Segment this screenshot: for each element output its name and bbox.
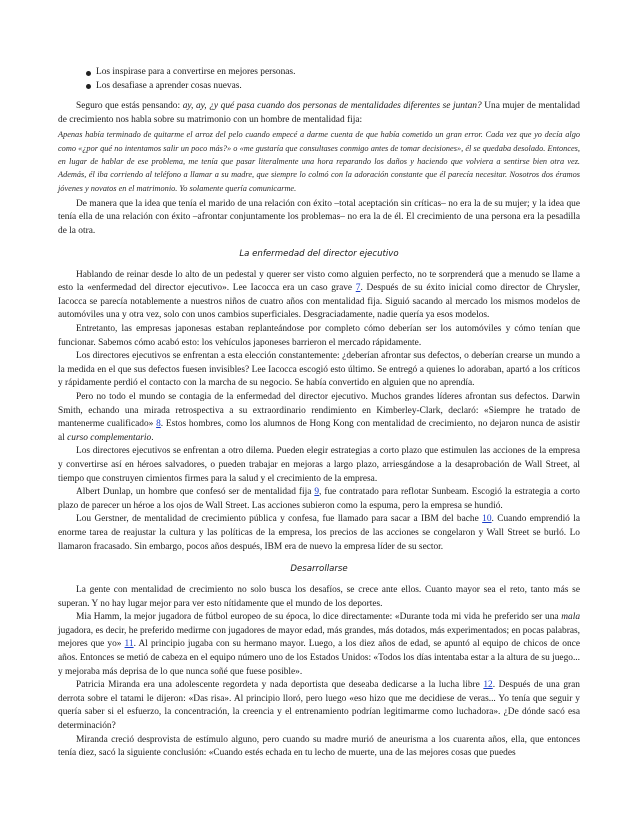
paragraph <box>58 611 580 679</box>
italic-text: ay, ay, ¿y qué pasa cuando dos personas de mentalidades diferentes se juntan? <box>182 101 482 112</box>
text: Una mujer de mentalidad de crecimiento nos habla sobre su matrimonio con un hombre de mentalidad fija: <box>58 101 580 125</box>
paragraph: Miranda creció desprovista de estímulo alguno, pero cuando su madre murió de aneurisma a los cuarenta años, ella, que entonces tenía diez, sacó la siguiente conclusión: «Cuando estés echada en tu lecho de muerte, una de las mejores cosas que puedes <box>58 734 580 759</box>
italic-text: curso complementario <box>67 432 152 443</box>
paragraph <box>58 679 580 733</box>
text: , fue contratado para reflotar Sunbeam. Escogió la estrategia a corto plazo de parecer un héroe a los ojos de Wall Street. Las acciones subieron como la espuma, pero la empresa se hundió. <box>58 487 580 511</box>
block-quote: Apenas había terminado de quitarme el arroz del pelo cuando empecé a darme cuenta de que había cometido un gran error. Cada vez que yo decía algo como «¿por qué no intentamos salir un poco más?» o «me gustaría que consultases conmigo antes de tomar decisiones», él se quedaba desolado. Entonces, en lugar de hablar de ese problema, me tenía que pasar literalmente una hora reparando los daños y haciendo que volviera a sentirse bien otra vez. Además, él iba corriendo al teléfono a llamar a su madre, que siempre lo colmó con la adoración constante que él parecía necesitar. Nosotros dos éramos jóvenes y novatos en el matrimonio. Yo solamente quería comunicarme. <box>58 130 580 193</box>
text: Lou Gerstner, de mentalidad de crecimiento pública y confesa, fue llamado para sacar a IBM del bache <box>76 514 483 525</box>
footnote-link[interactable]: 8 <box>156 419 161 430</box>
footnote-link[interactable]: 12 <box>483 680 493 691</box>
footnote-link[interactable]: 9 <box>314 487 320 498</box>
paragraph <box>58 269 580 323</box>
text: jugadora, es decir, he preferido medirme con jugadores de mayor edad, más grandes, más dotados, más experimentados; en pocas palabras, mejores que yo» <box>58 625 580 650</box>
text: . Al principio jugaba con su hermano mayor. Luego, a los diez años de edad, se apuntó al equipo de chicos de once años. Entonces se metió de cabeza en el equipo número uno de los Estados Unidos: «Todos los días intentaba estar a la altura de su juego... y mejoraba más deprisa de lo que nunca soñé que fuese posible». <box>58 639 580 677</box>
section-heading: La enfermedad del director ejecutivo <box>239 248 399 259</box>
italic-text: mala <box>561 612 580 623</box>
text: Pero no todo el mundo se contagia de la enfermedad del director ejecutivo. Muchos grandes líderes afrontan sus defectos. Darwin Smith, echando una mirada retrospectiva a su extraordinario rendimiento en Kimberley-Clark, declaró: «Siempre he tratado de mantenerme cualificado» <box>58 391 580 430</box>
bullet-list <box>58 66 580 93</box>
text: Patricia Miranda era una adolescente regordeta y nada deportista que deseaba dedicarse a la lucha libre <box>76 680 484 691</box>
text: . Cuando emprendió la enorme tarea de reajustar la cultura y las políticas de la empresa, los precios de las acciones se congelaron y Wall Street se burló. Lo llamaron fracasado. Sin embargo, pocos años después, IBM era de nuevo la empresa líder de su sector. <box>58 514 580 552</box>
text: Mia Hamm, la mejor jugadora de fútbol europeo de su época, lo dice directamente: «Durante toda mi vida he preferido ser una <box>76 612 562 623</box>
footnote-link[interactable]: 11 <box>124 639 134 650</box>
paragraph: Los directores ejecutivos se enfrentan a esta elección constantemente: ¿deberían afrontar sus defectos, o deberían crearse un mundo a la medida en el que sus defectos fuesen invisibles? Lee Iacocca escogió esto último. Se entregó a quienes lo adoraban, apartó a los críticos y rápidamente perdió el contacto con la marcha de su negocio. Se había convertido en alguien que no aprendía. <box>58 351 580 389</box>
paragraph <box>58 486 580 513</box>
bullet-item: Los inspirase para a convertirse en mejores personas. <box>86 66 580 80</box>
paragraph: Entretanto, las empresas japonesas estaban replanteándose por completo cómo deberían ser los automóviles y cómo tenían que funcionar. Sabemos cómo acabó esto: los vehículos japoneses barrieron el mercado rápidamente. <box>58 324 580 348</box>
paragraph: De manera que la idea que tenía el marido de una relación con éxito –total aceptación sin críticas– no era la de su mujer; y la idea que tenía ella de una relación con éxito –afrontar conjuntamente los problemas– no era la de él. El crecimiento de una persona era la pesadilla de la otra. <box>58 198 580 237</box>
text: Albert Dunlap, un hombre que confesó ser de mentalidad fija <box>76 487 315 498</box>
paragraph <box>58 391 580 445</box>
footnote-link[interactable]: 10 <box>482 514 492 525</box>
footnote-link[interactable]: 7 <box>355 283 361 294</box>
text: . Estos hombres, como los alumnos de Hong Kong con mentalidad de crecimiento, no dejaron nunca de asistir al <box>58 419 580 443</box>
section-heading: Desarrollarse <box>290 564 348 575</box>
text: Seguro que estás pensando: <box>76 101 183 112</box>
bullet-item: Los desafiase a aprender cosas nuevas. <box>86 80 580 94</box>
paragraph <box>58 513 580 554</box>
paragraph <box>58 100 580 127</box>
paragraph: Los directores ejecutivos se enfrentan a otro dilema. Pueden elegir estrategias a corto plazo que estimulen las acciones de la empresa y convertirse así en héroes salvadores, o pueden trabajar en mejoras a largo plazo, arriesgándose a la desaprobación de Wall Street, al tiempo que construyen cimientos firmes para la salud y el crecimiento de la empresa. <box>58 446 580 484</box>
text: . Después de una gran derrota sobre el tatami le dijeron: «Das risa». Al principio lloró, pero luego «eso hizo que me decidiese de veras... Yo tenía que seguir y quería saber si el esfuerzo, la concentración, la creencia y el entrenamiento podrían legitimarme como luchadora». ¿De dónde sacó esa determinación? <box>58 680 580 732</box>
text: . Después de su éxito inicial como director de Chrysler, Iacocca se parecía notablemente a nuestros niños de cuatro años con mentalidad fija. Siguió sacando al mercado los mismos modelos de automóviles una y otra vez, solo con unos cambios superficiales. Desgraciadamente, nadie quería ya esos modelos. <box>58 283 580 321</box>
text: Hablando de reinar desde lo alto de un pedestal y querer ser visto como alguien perfecto, no te sorprenderá que a menudo se llame a esto la «enfermedad del director ejecutivo». Lee Iacocca era un caso grave <box>58 269 580 294</box>
text: . <box>151 432 154 443</box>
paragraph: La gente con mentalidad de crecimiento no solo busca los desafíos, se crece ante ellos. Cuanto mayor sea el reto, tanto más se superan. Y no hay lugar mejor para ver esto nítidamente que el mundo de los deportes. <box>58 585 580 609</box>
